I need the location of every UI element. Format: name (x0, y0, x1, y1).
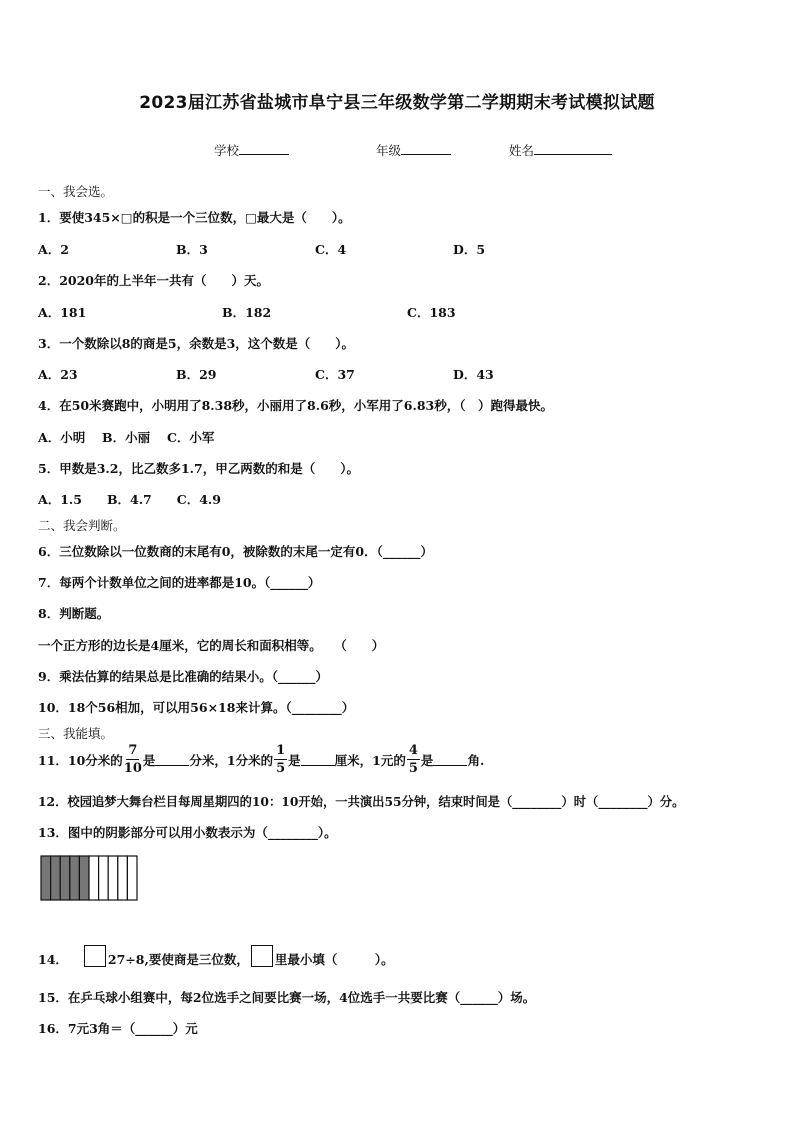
fraction-numerator: 4 (408, 743, 418, 758)
q11-text-5: 厘米，1元的 (334, 752, 406, 768)
fraction-numerator: 1 (276, 743, 286, 758)
question-9: 9．乘法估算的结果总是比准确的结果小。（______） (38, 669, 328, 684)
q11-text-4: 是 (288, 752, 301, 768)
q2-option-a: A．181 (38, 305, 87, 320)
digit-box-2 (251, 945, 273, 967)
question-2: 2．2020年的上半年一共有（ ）天。 (38, 273, 269, 288)
q3-option-d: D．43 (453, 367, 494, 382)
question-10: 10．18个56相加，可以用56×18来计算。（________） (38, 700, 355, 715)
question-11 (38, 744, 484, 775)
question-3: 3．一个数除以8的商是5，余数是3，这个数是（ ）。 (38, 336, 355, 351)
unshaded-strip (108, 856, 118, 900)
digit-box-1 (84, 945, 106, 967)
q1-option-c: C．4 (315, 242, 347, 257)
name-field (509, 141, 612, 159)
question-1: 1．要使345×□的积是一个三位数，□最大是（ ）。 (38, 210, 351, 225)
grade-field (376, 141, 451, 159)
unshaded-strip (127, 856, 137, 900)
question-8-statement: 一个正方形的边长是4厘米，它的周长和面积相等。 （ ） (38, 638, 385, 653)
q11-blank-1 (155, 753, 189, 766)
question-15: 15．在乒乓球小组赛中，每2位选手之间要比赛一场，4位选手一共要比赛（______）场。 (38, 990, 536, 1005)
q1-option-b: B．3 (176, 242, 208, 257)
school-field (214, 141, 289, 159)
fraction-7-10 (124, 744, 142, 775)
q11-text-3: 分米，1分米的 (189, 752, 274, 768)
fraction-numerator: 7 (128, 743, 138, 758)
section-heading-2: 二、我会判断。 (38, 518, 126, 533)
q1-option-a: A．2 (38, 242, 69, 257)
q11-text-1: 11．10分米的 (38, 752, 123, 768)
name-blank (534, 142, 612, 155)
q1-option-d: D．5 (453, 242, 486, 257)
q3-option-c: C．37 (315, 367, 355, 382)
question-7: 7．每两个计数单位之间的进率都是10。（______） (38, 575, 321, 590)
question-16: 16．7元3角＝（______）元 (38, 1021, 198, 1036)
q4-options: A．小明 B．小丽 C．小军 (38, 430, 215, 445)
fraction-denominator: 5 (408, 761, 418, 776)
q11-blank-3 (433, 753, 467, 766)
question-13: 13．图中的阴影部分可以用小数表示为（________）。 (38, 825, 337, 840)
shaded-strip (51, 856, 61, 900)
school-label: 学校 (214, 143, 240, 158)
fraction-4-5 (407, 744, 420, 775)
q14-text-3: 里最小填（ ）。 (274, 952, 394, 967)
question-12: 12．校园追梦大舞台栏目每周星期四的10：10开始，一共演出55分钟，结束时间是（________）时（________）分。 (38, 794, 685, 809)
unshaded-strip (89, 856, 99, 900)
question-14 (38, 948, 394, 970)
question-6: 6．三位数除以一位数商的末尾有0，被除数的末尾一定有0．（______） (38, 544, 433, 559)
q11-text-2: 是 (142, 752, 156, 768)
shaded-strip (60, 856, 70, 900)
school-blank (239, 142, 289, 155)
fraction-denominator: 10 (123, 761, 142, 776)
question-8: 8．判断题。 (38, 606, 110, 621)
q2-option-c: C．183 (407, 305, 456, 320)
question-4: 4．在50米赛跑中，小明用了8.38秒，小丽用了8.6秒，小军用了6.83秒，（ ）跑得最快。 (38, 398, 553, 413)
grade-blank (401, 142, 451, 155)
grade-label: 年级 (376, 143, 402, 158)
name-label: 姓名 (509, 143, 535, 158)
shaded-strip (70, 856, 80, 900)
q5-options: A．1.5 B．4.7 C．4.9 (38, 492, 221, 507)
q14-text-2: 27÷8,要使商是三位数， (107, 952, 249, 967)
page-title: 2023届江苏省盐城市阜宁县三年级数学第二学期期末考试模拟试题 (139, 93, 655, 113)
decimal-strip-figure (40, 855, 138, 901)
q2-option-b: B．182 (222, 305, 272, 320)
section-heading-1: 一、我会选。 (38, 184, 114, 199)
q14-text-1: 14． (38, 952, 68, 967)
q3-option-a: A．23 (38, 367, 78, 382)
shaded-strip (41, 856, 51, 900)
fraction-denominator: 5 (276, 761, 286, 776)
q11-text-7: 角. (467, 752, 485, 768)
q11-text-6: 是 (420, 752, 434, 768)
q11-blank-2 (301, 753, 335, 766)
q3-option-b: B．29 (176, 367, 217, 382)
unshaded-strip (118, 856, 128, 900)
unshaded-strip (99, 856, 109, 900)
section-heading-3: 三、我能填。 (38, 726, 114, 741)
question-5: 5．甲数是3.2，比乙数多1.7，甲乙两数的和是（ ）。 (38, 461, 359, 476)
shaded-strip (79, 856, 89, 900)
fraction-1-5 (274, 744, 287, 775)
